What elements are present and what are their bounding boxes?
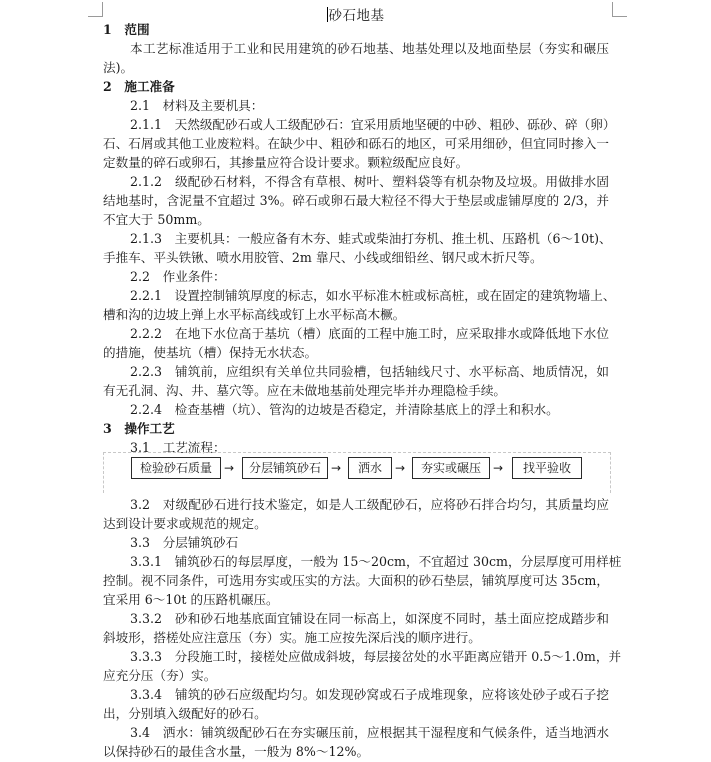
flow-step-layer-paving: 分层铺筑砂石: [242, 457, 328, 479]
paragraph-line: 3.3.1 铺筑砂石的每层厚度，一般为 15～20cm，不宜超过 30cm，分层厚度可用样桩: [130, 554, 622, 569]
paragraph-line: 3.2 对级配砂石进行技术鉴定，如是人工级配砂石，应将砂石拌合均匀，其质量均应: [130, 497, 609, 512]
flow-arrow-icon: →: [224, 461, 235, 475]
paragraph-line: 出，分别填入级配好的砂石。: [103, 706, 267, 721]
subsection-heading: 3.1 工艺流程：: [130, 440, 226, 455]
flow-step-inspect-sand: 检验砂石质量: [131, 457, 221, 479]
paragraph-line: 定数量的碎石或卵石，其掺量应符合设计要求。颗粒级配应良好。: [103, 155, 469, 170]
paragraph-line: 2.2.2 在地下水位高于基坑（槽）底面的工程中施工时，应采取排水或降低地下水位: [130, 326, 609, 341]
paragraph-line: 以保持砂石的最佳含水量，一般为 8%～12%。: [103, 744, 370, 759]
flow-step-compact: 夯实或碾压: [412, 457, 490, 479]
paragraph-line: 2.2.4 检查基槽（坑）、管沟的边坡是否稳定，并清除基底上的浮土和积水。: [130, 402, 559, 417]
paragraph-line: 3.3.2 砂和砂石地基底面宜铺设在同一标高上，如深度不同时，基土面应挖成踏步和: [130, 611, 609, 626]
section-heading: 1 范围: [103, 22, 150, 37]
flow-step-sprinkle: 洒水: [348, 457, 392, 479]
paragraph-line: 2.2.3 铺筑前，应组织有关单位共同验槽，包括轴线尺寸、水平标高、地质情况，如: [130, 364, 609, 379]
paragraph-line: 控制。视不同条件，可选用夯实或压实的方法。大面积的砂石垫层，铺筑厚度可达 35cm，: [103, 573, 609, 588]
paragraph-line: 法)。: [103, 60, 134, 75]
section-heading: 3 操作工艺: [103, 421, 175, 436]
paragraph-line: 2.1.3 主要机具：一般应备有木夯、蛙式或柴油打夯机、推土机、压路机（6～10t)、: [130, 231, 612, 246]
paragraph-line: 的措施，使基坑（槽）保持无水状态。: [103, 345, 318, 360]
process-flowchart: [103, 457, 609, 479]
paragraph-line: 有无孔洞、沟、井、墓穴等。应在未做地基前处理完毕并办理隐检手续。: [103, 383, 506, 398]
text-cursor: [327, 7, 328, 22]
subsection-heading: 2.2 作业条件：: [130, 269, 226, 284]
paragraph-line: 2.2.1 设置控制铺筑厚度的标志，如水平标准木桩或标高桩，或在固定的建筑物墙上、: [130, 288, 616, 303]
paragraph-line: 结地基时，含泥量不宜超过 3%。碎石或卵石最大粒径不得大于垫层或虚铺厚度的 2/3，并: [103, 193, 609, 208]
paragraph-line: 2.1.1 天然级配砂石或人工级配砂石：宜采用质地坚硬的中砂、粗砂、砾砂、碎（卵）: [130, 117, 616, 132]
paragraph-line: 石、石屑或其他工业废粒料。在缺少中、粗砂和砾石的地区，可采用细砂，但宜同时掺入一: [103, 136, 609, 151]
paragraph-line: 应充分压（夯）实。: [103, 668, 217, 683]
paragraph-line: 本工艺标准适用于工业和民用建筑的砂石地基、地基处理以及地面垫层（夯实和碾压: [130, 41, 609, 56]
subsection-heading: 2.1 材料及主要机具：: [130, 98, 264, 113]
paragraph-line: 3.3.3 分段施工时，接槎处应做成斜坡，每层接岔处的水平距离应错开 0.5～1.0m，并: [130, 649, 622, 664]
flow-arrow-icon: →: [395, 461, 406, 475]
flow-arrow-icon: →: [493, 461, 504, 475]
paragraph-line: 斜坡形，搭槎处应注意压（夯）实。施工应按先深后浅的顺序进行。: [103, 630, 481, 645]
paragraph-line: 3.4 洒水：铺筑级配砂石在夯实碾压前，应根据其干湿程度和气候条件，适当地洒水: [130, 725, 609, 740]
section-heading: 2 施工准备: [103, 79, 175, 94]
paragraph-line: 不宜大于 50mm。: [103, 212, 210, 227]
flow-step-level-accept: 找平验收: [512, 457, 582, 479]
paragraph-line: 达到设计要求或规范的规定。: [103, 516, 267, 531]
paragraph-line: 手推车、平头铁锹、喷水用胶管、2m 靠尺、小线或细铅丝、钢尺或木折尺等。: [103, 250, 543, 265]
document-title-text: 砂石地基: [328, 8, 385, 24]
subsection-heading: 3.3 分层铺筑砂石: [130, 535, 239, 550]
paragraph-line: 2.1.2 级配砂石材料，不得含有草根、树叶、塑料袋等有机杂物及垃圾。用做排水固: [130, 174, 609, 189]
paragraph-line: 3.3.4 铺筑的砂石应级配均匀。如发现砂窝或石子成堆现象，应将该处砂子或石子挖: [130, 687, 609, 702]
flow-arrow-icon: →: [331, 461, 342, 475]
paragraph-line: 宜采用 6～10t 的压路机碾压。: [103, 592, 279, 607]
paragraph-line: 槽和沟的边坡上弹上水平标高线或钉上水平标高木橛。: [103, 307, 406, 322]
